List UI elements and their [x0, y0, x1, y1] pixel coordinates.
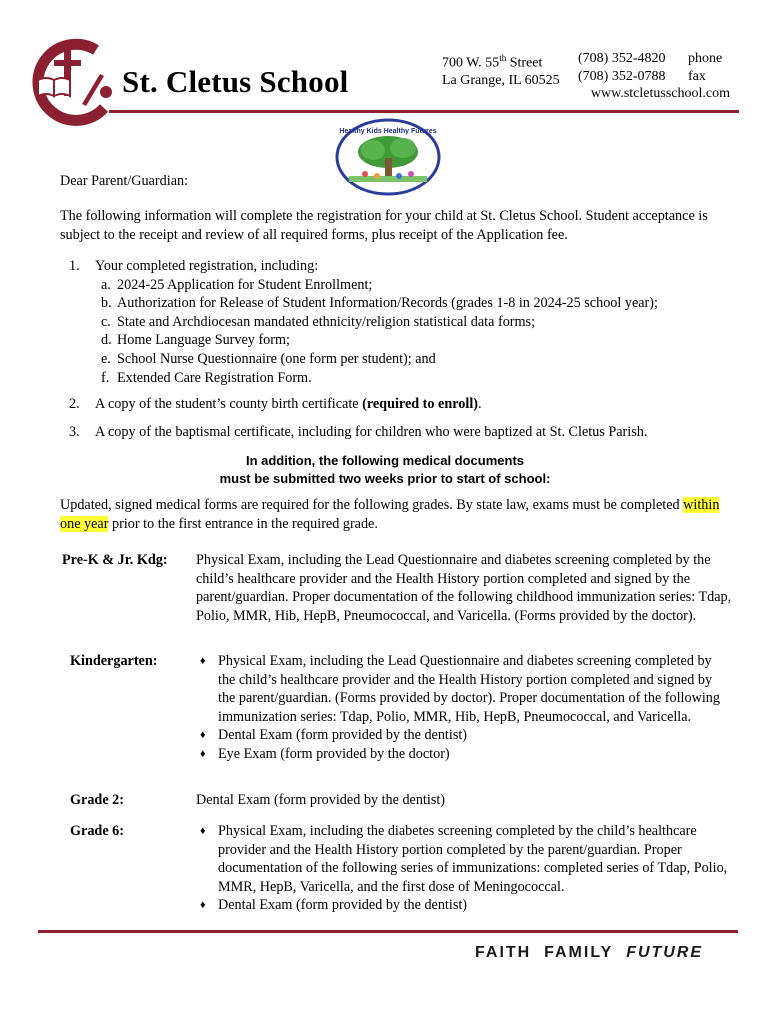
- diamond-bullet-icon: ♦: [200, 747, 206, 760]
- grade6-requirements: [196, 822, 732, 915]
- prek-requirements: Physical Exam, including the Lead Questionnaire and diabetes screening completed by the child’s healthcare provider and the Health History portion completed and signed by the parent/guardian. Proper documentation of the following childhood immunization series: Tdap, Polio, MMR, Hib, HepB, Pneumococcal, and Varicella. (Forms provided by the doctor).: [196, 552, 732, 624]
- list-item: ♦ Dental Exam (form provided by the dentist): [200, 727, 468, 744]
- list-item: d. Home Language Survey form;: [101, 332, 290, 349]
- list-item: 2. A copy of the student’s county birth certificate (required to enroll).: [69, 396, 482, 413]
- list-item: ♦ Physical Exam, including the diabetes screening completed by the child’s healthcare provider and the Health History portion completed by the parent/guardian. Proper documentation of the following series of immunizations: completed series of Tdap, Polio, MMR, HepB, Varicella, and the first dose of Meningococcal.: [200, 823, 728, 895]
- diamond-bullet-icon: ♦: [200, 899, 206, 912]
- list-item: ♦ Dental Exam (form provided by the dentist): [200, 897, 468, 914]
- highlighted-text: within one year: [60, 497, 720, 532]
- greeting: Dear Parent/Guardian:: [60, 173, 189, 189]
- intro-paragraph: The following information will complete the registration for your child at St. Cletus School. Student acceptance is subject to the receipt and review of all required forms, plus receipt of the Application fee.: [60, 208, 708, 243]
- school-website[interactable]: www.stcletusschool.com: [590, 86, 730, 101]
- grade-label-kindergarten: Kindergarten:: [70, 653, 158, 669]
- medical-documents-heading: In addition, the following medical documents must be submitted two weeks prior to start of school:: [219, 453, 551, 486]
- list-item: f. Extended Care Registration Form.: [101, 369, 312, 386]
- list-item: c. State and Archdiocesan mandated ethnicity/religion statistical data forms;: [101, 313, 536, 330]
- medical-forms-paragraph: Updated, signed medical forms are required for the following grades. By state law, exams must be completed within one year prior to the first entrance in the required grade.: [60, 497, 720, 532]
- list-item: 1. Your completed registration, including: a. 2024-25 Application for Student Enrollment; b. Authorization for Release of Student Information/Records (grades 1-8 in 2024-25 school year); c. State and Archdiocesan mandated ethnicity/religion statistical data forms; d. Home Language Survey form; e. School Nurse Questionnaire (one form per student); and f. Extended Care Registration Form.: [69, 257, 729, 387]
- grade-label-grade6: Grade 6:: [70, 823, 124, 839]
- phone-fax-numbers: (708) 352-4820 (708) 352-0788: [578, 51, 666, 84]
- school-logo: [26, 38, 118, 126]
- diamond-bullet-icon: ♦: [200, 825, 206, 837]
- footer-motto: FAITH FAMILY FUTURE: [475, 944, 704, 961]
- healthy-kids-badge: [335, 118, 441, 196]
- phone-fax-labels: phone fax: [688, 51, 723, 84]
- school-name: St. Cletus School: [122, 64, 349, 99]
- list-item: b. Authorization for Release of Student Information/Records (grades 1-8 in 2024-25 school year);: [101, 295, 658, 312]
- school-address: 700 W. 55th Street La Grange, IL 60525: [442, 53, 560, 89]
- list-item: 3. A copy of the baptismal certificate, including for children who were baptized at St. Cletus Parish.: [69, 423, 648, 440]
- grade-label-prek: Pre-K & Jr. Kdg:: [62, 552, 168, 568]
- list-item: a. 2024-25 Application for Student Enrollment;: [101, 276, 373, 293]
- requirements-list: [69, 257, 729, 441]
- diamond-bullet-icon: ♦: [200, 655, 206, 667]
- list-item: e. School Nurse Questionnaire (one form per student); and: [101, 350, 436, 367]
- diamond-bullet-icon: ♦: [200, 729, 206, 742]
- kindergarten-requirements: [196, 652, 732, 764]
- grade-label-grade2: Grade 2:: [70, 792, 124, 808]
- header-divider: [109, 110, 739, 113]
- list-item: ♦ Eye Exam (form provided by the doctor): [200, 745, 450, 762]
- grade2-requirements: Dental Exam (form provided by the dentist): [196, 792, 446, 808]
- list-item: ♦ Physical Exam, including the Lead Questionnaire and diabetes screening completed by the child’s healthcare provider and the Health History portion completed and signed by the parent/guardian. (Forms provided by doctor). Proper documentation of the following immunization series: Tdap, Polio, MMR, Hib, HepB, Pneumococcal, and Varicella.: [200, 653, 720, 725]
- footer-divider: [38, 930, 738, 933]
- badge-text: Healthy Kids Healthy Futures: [339, 128, 437, 135]
- registration-forms-list: [95, 276, 729, 388]
